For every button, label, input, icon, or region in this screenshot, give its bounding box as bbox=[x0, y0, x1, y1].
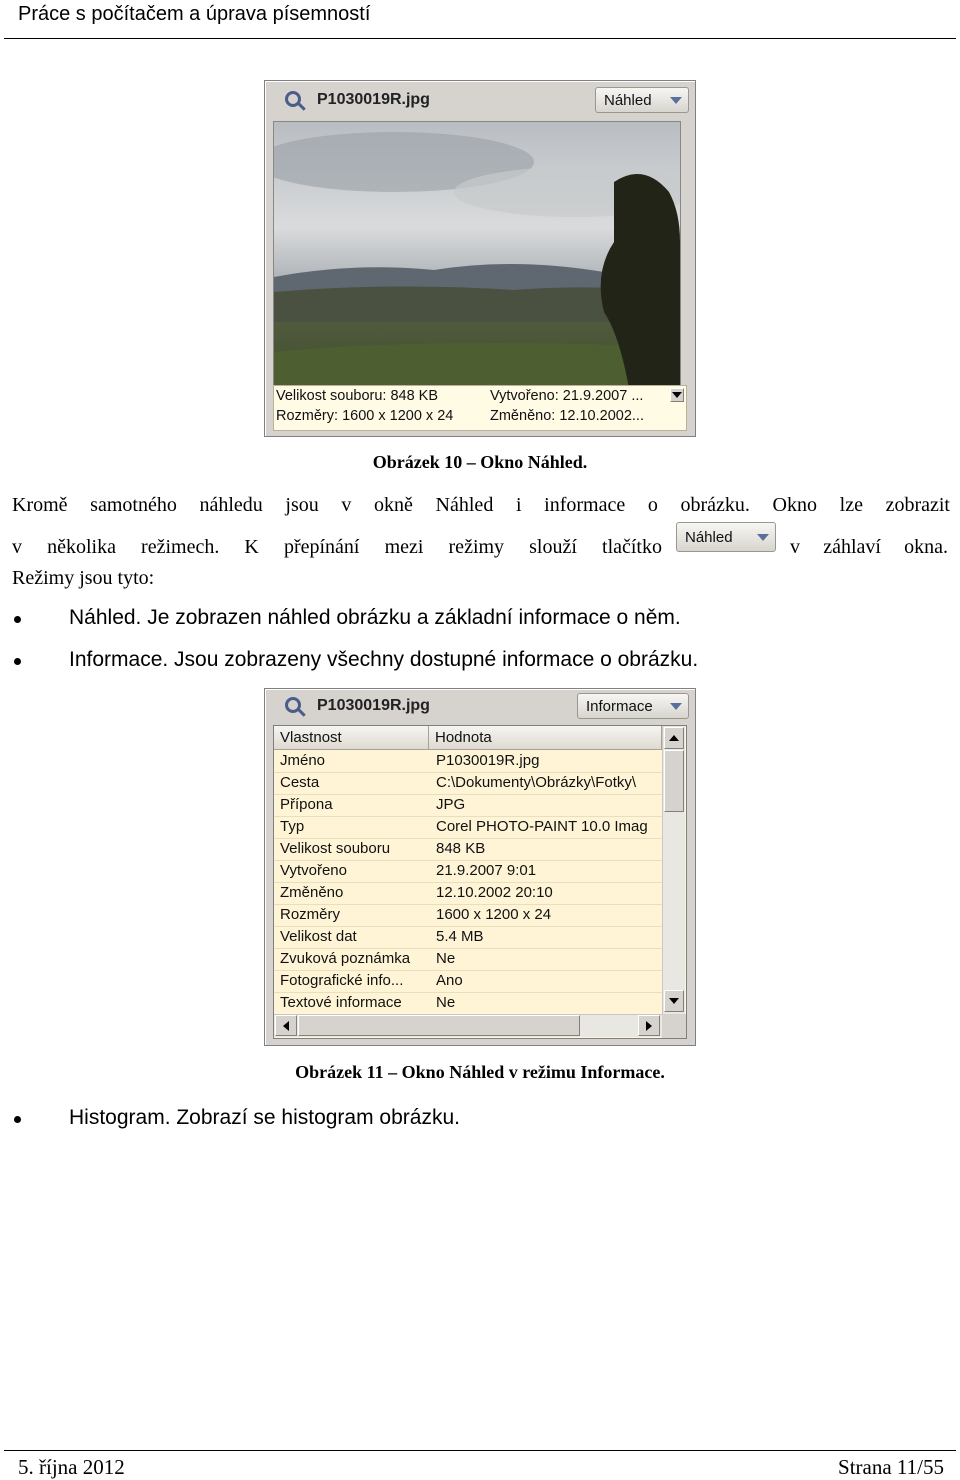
arrow-down-icon bbox=[669, 998, 679, 1004]
property-value-cell: C:\Dokumenty\Obrázky\Fotky\ bbox=[436, 774, 637, 791]
info-created: Vytvořeno: 21.9.2007 ... bbox=[490, 388, 644, 404]
paragraph-line-2-end: v záhlaví okna. bbox=[790, 536, 948, 558]
landscape-photo bbox=[274, 122, 680, 422]
property-value-cell: Ano bbox=[436, 972, 463, 989]
table-row[interactable] bbox=[274, 816, 662, 839]
property-name-cell: Rozměry bbox=[280, 906, 341, 923]
page-header-title: Práce s počítačem a úprava písemností bbox=[18, 3, 371, 25]
scrollbar-corner bbox=[662, 1014, 686, 1038]
bullet-information: Informace. Jsou zobrazeny všechny dostupné informace o obrázku. bbox=[69, 648, 699, 671]
bullet-dot bbox=[14, 616, 21, 623]
image-info-panel bbox=[273, 385, 687, 431]
property-value-cell: Ne bbox=[436, 950, 456, 967]
scroll-left-button[interactable] bbox=[275, 1015, 297, 1036]
table-row[interactable] bbox=[274, 750, 662, 773]
property-value-cell: Corel PHOTO-PAINT 10.0 Imag bbox=[436, 818, 648, 835]
property-name-cell: Textové informace bbox=[280, 994, 402, 1011]
magnifier-icon bbox=[285, 91, 301, 107]
figure10-caption: Obrázek 10 – Okno Náhled. bbox=[372, 452, 588, 472]
property-name-cell: Jméno bbox=[280, 752, 326, 769]
info-dimensions: Rozměry: 1600 x 1200 x 24 bbox=[276, 408, 454, 424]
property-name-cell: Fotografické info... bbox=[280, 972, 404, 989]
paragraph-line-1: Kromě samotného náhledu jsou v okně Náhled i informace o obrázku. Okno lze zobrazit bbox=[12, 494, 950, 516]
paragraph-line-2-start: v několika režimech. K přepínání mezi režimy slouží tlačítko bbox=[12, 536, 662, 558]
footer-date: 5. října 2012 bbox=[18, 1455, 125, 1479]
horizontal-scrollbar[interactable] bbox=[274, 1014, 662, 1037]
table-row[interactable] bbox=[274, 904, 662, 927]
dropdown-arrow-icon bbox=[670, 703, 682, 710]
table-row[interactable] bbox=[274, 772, 662, 795]
property-value-cell: P1030019R.jpg bbox=[436, 752, 540, 769]
view-mode-label: Informace bbox=[586, 697, 653, 715]
arrow-right-icon bbox=[646, 1021, 652, 1031]
property-name-cell: Cesta bbox=[280, 774, 320, 791]
vertical-scrollbar[interactable] bbox=[662, 726, 685, 1014]
expand-info-button[interactable] bbox=[670, 388, 684, 402]
preview-window bbox=[264, 80, 696, 437]
column-header-value[interactable]: Hodnota bbox=[429, 726, 662, 750]
table-row[interactable] bbox=[274, 794, 662, 817]
window-title: P1030019R.jpg bbox=[317, 91, 430, 108]
inline-mode-label: Náhled bbox=[685, 528, 733, 546]
arrow-up-icon bbox=[669, 735, 679, 741]
property-name-cell: Velikost dat bbox=[280, 928, 357, 945]
vertical-scroll-thumb[interactable] bbox=[664, 750, 684, 812]
view-mode-button[interactable] bbox=[595, 87, 689, 113]
property-value-cell: 848 KB bbox=[436, 840, 486, 857]
magnifier-icon bbox=[285, 697, 301, 713]
dropdown-arrow-icon bbox=[757, 534, 769, 541]
arrow-left-icon bbox=[283, 1021, 289, 1031]
property-name-cell: Velikost souboru bbox=[280, 840, 391, 857]
property-value-cell: Ne bbox=[436, 994, 456, 1011]
bullet-preview: Náhled. Je zobrazen náhled obrázku a základní informace o něm. bbox=[69, 606, 681, 629]
footer-page-number: Strana 11/55 bbox=[838, 1455, 944, 1479]
figure11-caption: Obrázek 11 – Okno Náhled v režimu Informace. bbox=[295, 1062, 665, 1082]
image-preview bbox=[273, 121, 681, 423]
inline-mode-button bbox=[676, 522, 776, 552]
property-value-cell: 21.9.2007 9:01 bbox=[436, 862, 537, 879]
horizontal-scroll-thumb[interactable] bbox=[298, 1015, 580, 1036]
scroll-up-button[interactable] bbox=[664, 727, 684, 749]
table-row[interactable] bbox=[274, 926, 662, 949]
table-row[interactable] bbox=[274, 860, 662, 883]
property-value-cell: JPG bbox=[436, 796, 466, 813]
dropdown-arrow-icon bbox=[670, 97, 682, 104]
property-value-cell: 1600 x 1200 x 24 bbox=[436, 906, 552, 923]
scroll-right-button[interactable] bbox=[638, 1015, 660, 1036]
column-header-property[interactable]: Vlastnost bbox=[274, 726, 429, 750]
property-name-cell: Vytvořeno bbox=[280, 862, 347, 879]
table-row[interactable] bbox=[274, 992, 662, 1015]
info-modified: Změněno: 12.10.2002... bbox=[490, 408, 644, 424]
window-titlebar bbox=[265, 689, 695, 723]
bullet-dot bbox=[14, 1116, 21, 1123]
bullet-dot bbox=[14, 658, 21, 665]
header-divider bbox=[4, 38, 956, 39]
property-name-cell: Změněno bbox=[280, 884, 344, 901]
info-file-size: Velikost souboru: 848 KB bbox=[276, 388, 439, 404]
table-row[interactable] bbox=[274, 882, 662, 905]
property-value-cell: 5.4 MB bbox=[436, 928, 484, 945]
scroll-down-button[interactable] bbox=[664, 990, 684, 1012]
properties-table bbox=[273, 725, 687, 1039]
footer-divider bbox=[4, 1450, 956, 1451]
paragraph-line-3: Režimy jsou tyto: bbox=[12, 567, 155, 589]
chevron-down-icon bbox=[672, 392, 682, 398]
property-name-cell: Přípona bbox=[280, 796, 333, 813]
view-mode-button[interactable] bbox=[577, 693, 689, 719]
property-name-cell: Typ bbox=[280, 818, 305, 835]
information-window bbox=[264, 688, 696, 1046]
view-mode-label: Náhled bbox=[604, 91, 652, 109]
table-row[interactable] bbox=[274, 970, 662, 993]
bullet-histogram: Histogram. Zobrazí se histogram obrázku. bbox=[69, 1106, 460, 1129]
window-titlebar bbox=[265, 81, 695, 119]
table-row[interactable] bbox=[274, 838, 662, 861]
table-row[interactable] bbox=[274, 948, 662, 971]
property-value-cell: 12.10.2002 20:10 bbox=[436, 884, 553, 901]
property-name-cell: Zvuková poznámka bbox=[280, 950, 411, 967]
window-title: P1030019R.jpg bbox=[317, 697, 430, 714]
